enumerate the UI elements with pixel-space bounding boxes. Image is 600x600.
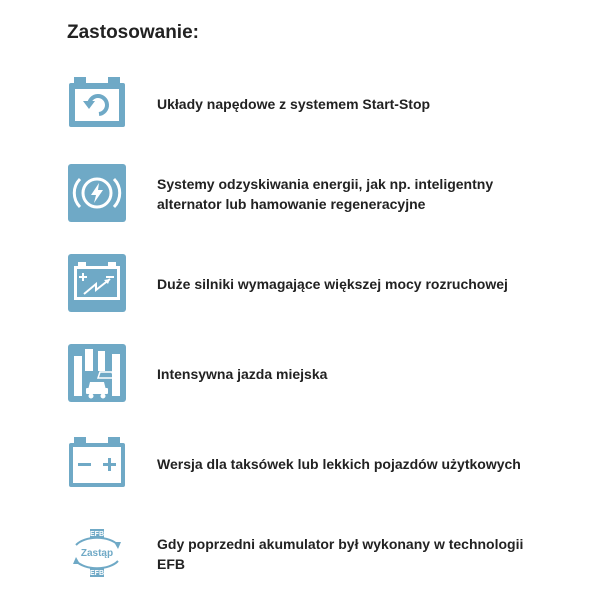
feature-text [157, 174, 557, 214]
efb-bottom-label: EFB [90, 570, 104, 577]
feature-line: Gdy poprzedni akumulator był wykonany w technologii [157, 536, 524, 552]
section-heading: Zastosowanie: [67, 22, 199, 43]
feature-line: Systemy odzyskiwania energii, jak np. inteligentny [157, 176, 494, 192]
feature-item-city-driving [0, 342, 600, 406]
efb-replace-icon [66, 522, 128, 584]
feature-line: EFB [157, 556, 185, 572]
feature-text [157, 364, 557, 384]
feature-line: Intensywna jazda miejska [157, 366, 328, 382]
feature-text [157, 274, 557, 294]
feature-text [157, 534, 557, 574]
city-traffic-icon [66, 342, 128, 404]
feature-item-start-stop [0, 72, 600, 136]
feature-line: Duże silniki wymagające większej mocy rozruchowej [157, 276, 508, 292]
battery-plus-minus-icon [66, 432, 128, 494]
start-stop-battery-icon [66, 72, 128, 134]
feature-text [157, 94, 557, 114]
feature-line: alternator lub hamowanie regeneracyjne [157, 196, 426, 212]
feature-item-energy-recovery [0, 162, 600, 226]
feature-item-efb [0, 522, 600, 586]
energy-recovery-icon [66, 162, 128, 224]
feature-line: Układy napędowe z systemem Start-Stop [157, 96, 431, 112]
efb-top-label: EFB [90, 531, 104, 538]
feature-item-taxi [0, 432, 600, 496]
high-power-battery-icon [66, 252, 128, 314]
replace-label: Zastąp [80, 548, 114, 559]
feature-line: Wersja dla taksówek lub lekkich pojazdów użytkowych [157, 456, 521, 472]
feature-text [157, 454, 557, 474]
feature-item-high-power [0, 252, 600, 316]
